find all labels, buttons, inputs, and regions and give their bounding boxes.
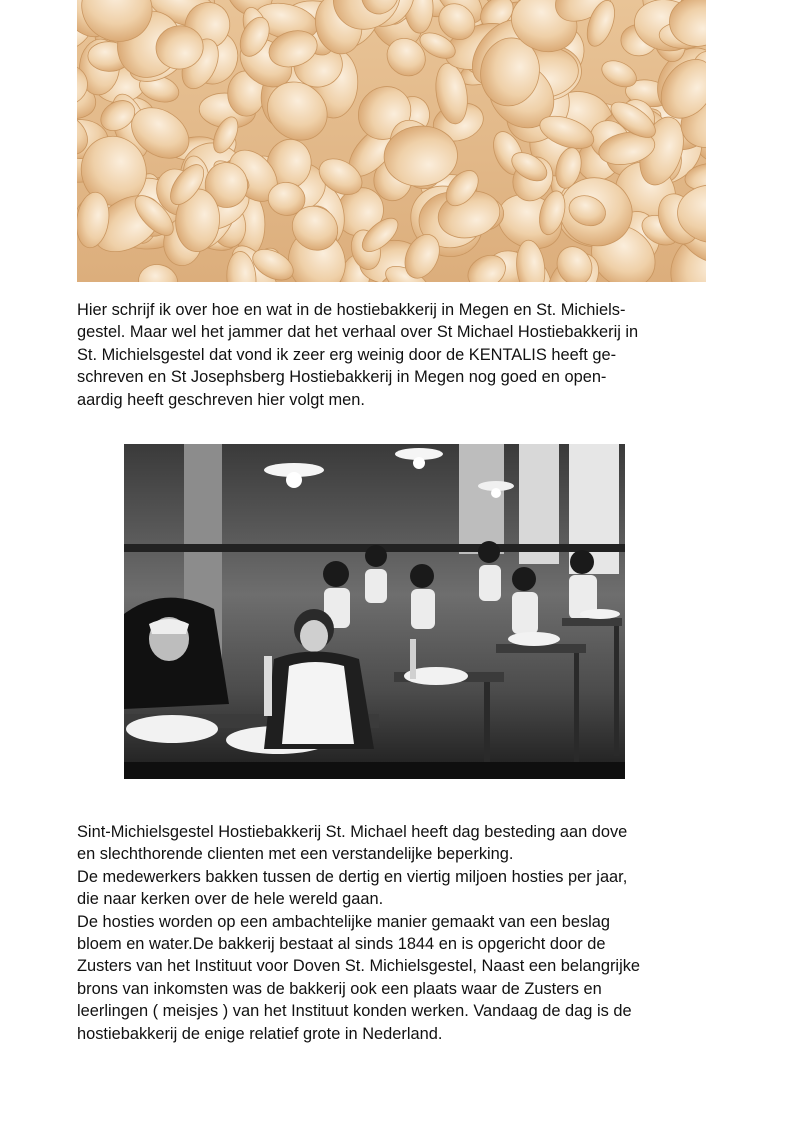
bakery-workers-photo (124, 444, 625, 779)
body-line: en slechthorende clienten met een verstandelijke beperking. (77, 845, 514, 864)
intro-line: schreven en St Josephsberg Hostiebakkerij in Megen nog goed en open- (77, 368, 607, 387)
bakery-workers-image (124, 444, 625, 779)
intro-paragraph (77, 299, 737, 411)
intro-line: aardig heeft geschreven hier volgt men. (77, 390, 365, 409)
body-line: die naar kerken over de hele wereld gaan. (77, 890, 384, 909)
body-paragraph (77, 821, 737, 1045)
body-line: brons van inkomsten was de bakkerij ook een plaats waar de Zusters en (77, 979, 602, 998)
body-line: hostiebakkerij de enige relatief grote in Nederland. (77, 1024, 443, 1043)
body-line: De medewerkers bakken tussen de dertig en viertig miljoen hosties per jaar, (77, 867, 628, 886)
communion-wafers-image (77, 0, 706, 282)
intro-line: Hier schrijf ik over hoe en wat in de hostiebakkerij in Megen en St. Michiels- (77, 301, 626, 319)
communion-wafers-photo (77, 0, 706, 282)
intro-line: St. Michielsgestel dat vond ik zeer erg weinig door de KENTALIS heeft ge- (77, 345, 617, 364)
intro-line: gestel. Maar wel het jammer dat het verhaal over St Michael Hostiebakkerij in (77, 323, 639, 342)
body-line: bloem en water.De bakkerij bestaat al sinds 1844 en is opgericht door de (77, 935, 606, 954)
body-line: De hosties worden op een ambachtelijke manier gemaakt van een beslag (77, 912, 611, 931)
body-line: Zusters van het Instituut voor Doven St. Michielsgestel, Naast een belangrijke (77, 957, 641, 976)
body-line: Sint-Michielsgestel Hostiebakkerij St. Michael heeft dag besteding aan dove (77, 823, 628, 841)
body-line: leerlingen ( meisjes ) van het Instituut konden werken. Vandaag de dag is de (77, 1002, 632, 1021)
